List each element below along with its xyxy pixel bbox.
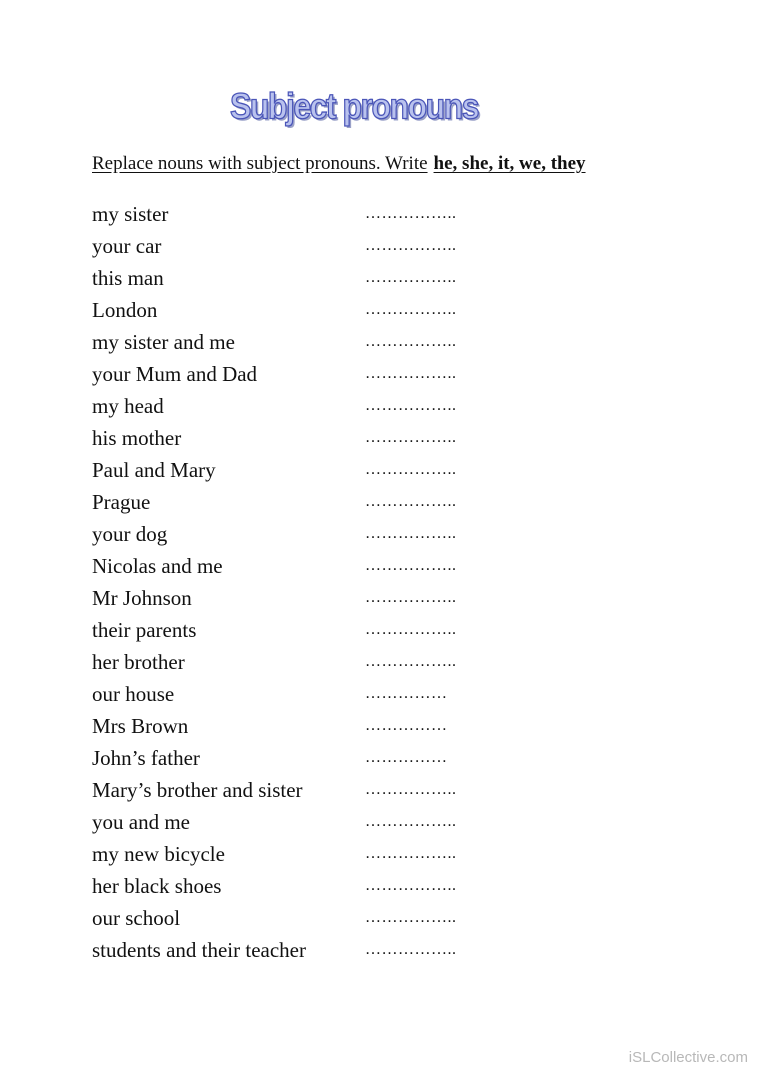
noun-phrase: their parents [92, 618, 197, 642]
noun-phrase: your dog [92, 522, 168, 546]
exercise-item [92, 806, 512, 838]
noun-phrase: his mother [92, 426, 182, 450]
answer-blank[interactable]: …………….. [365, 653, 457, 670]
answer-blank[interactable]: …………… [365, 749, 448, 766]
answer-blank[interactable]: …………….. [365, 397, 457, 414]
answer-blank[interactable]: …………….. [365, 429, 457, 446]
answer-blank[interactable]: …………….. [365, 269, 457, 286]
exercise-item [92, 742, 512, 774]
site-watermark: iSLCollective.com [628, 1049, 748, 1066]
noun-phrase: your car [92, 234, 162, 258]
exercise-item [92, 262, 512, 294]
answer-blank[interactable]: …………….. [365, 301, 457, 318]
exercise-item [92, 486, 512, 518]
exercise-list [92, 198, 512, 966]
pronoun-list: he, she, it, we, they [433, 153, 586, 174]
exercise-item [92, 198, 512, 230]
worksheet-title: Subject pronouns [230, 86, 478, 127]
noun-phrase: London [92, 298, 158, 322]
exercise-item [92, 550, 512, 582]
instruction-text: Replace nouns with subject pronouns. Write [92, 153, 428, 174]
exercise-item [92, 678, 512, 710]
exercise-item [92, 838, 512, 870]
noun-phrase: Prague [92, 490, 151, 514]
answer-blank[interactable]: …………….. [365, 205, 457, 222]
noun-phrase: my sister [92, 202, 169, 226]
answer-blank[interactable]: …………….. [365, 909, 457, 926]
answer-blank[interactable]: …………….. [365, 365, 457, 382]
answer-blank[interactable]: …………….. [365, 493, 457, 510]
answer-blank[interactable]: …………….. [365, 461, 457, 478]
noun-phrase: her black shoes [92, 874, 222, 898]
noun-phrase: Paul and Mary [92, 458, 216, 482]
answer-blank[interactable]: …………….. [365, 781, 457, 798]
noun-phrase: my sister and me [92, 330, 235, 354]
exercise-item [92, 454, 512, 486]
noun-phrase: this man [92, 266, 164, 290]
noun-phrase: our school [92, 906, 181, 930]
exercise-item [92, 326, 512, 358]
noun-phrase: her brother [92, 650, 185, 674]
noun-phrase: you and me [92, 810, 190, 834]
noun-phrase: your Mum and Dad [92, 362, 258, 386]
answer-blank[interactable]: …………….. [365, 877, 457, 894]
noun-phrase: Mr Johnson [92, 586, 192, 610]
exercise-item [92, 390, 512, 422]
answer-blank[interactable]: …………… [365, 717, 448, 734]
exercise-item [92, 710, 512, 742]
exercise-item [92, 902, 512, 934]
noun-phrase: Mary’s brother and sister [92, 778, 303, 802]
exercise-item [92, 422, 512, 454]
noun-phrase: Nicolas and me [92, 554, 223, 578]
noun-phrase: Mrs Brown [92, 714, 189, 738]
answer-blank[interactable]: …………….. [365, 813, 457, 830]
answer-blank[interactable]: …………….. [365, 941, 457, 958]
exercise-item [92, 934, 512, 966]
exercise-item [92, 518, 512, 550]
answer-blank[interactable]: …………….. [365, 845, 457, 862]
noun-phrase: students and their teacher [92, 938, 306, 962]
noun-phrase: our house [92, 682, 175, 706]
answer-blank[interactable]: …………….. [365, 621, 457, 638]
answer-blank[interactable]: …………….. [365, 589, 457, 606]
exercise-item [92, 582, 512, 614]
noun-phrase: my new bicycle [92, 842, 225, 866]
answer-blank[interactable]: …………….. [365, 525, 457, 542]
exercise-item [92, 358, 512, 390]
exercise-item [92, 646, 512, 678]
noun-phrase: my head [92, 394, 164, 418]
exercise-item [92, 230, 512, 262]
exercise-item [92, 294, 512, 326]
instruction-line [92, 153, 586, 175]
answer-blank[interactable]: …………….. [365, 333, 457, 350]
answer-blank[interactable]: …………… [365, 685, 448, 702]
answer-blank[interactable]: …………….. [365, 557, 457, 574]
exercise-item [92, 614, 512, 646]
answer-blank[interactable]: …………….. [365, 237, 457, 254]
noun-phrase: John’s father [92, 746, 200, 770]
exercise-item [92, 774, 512, 806]
exercise-item [92, 870, 512, 902]
